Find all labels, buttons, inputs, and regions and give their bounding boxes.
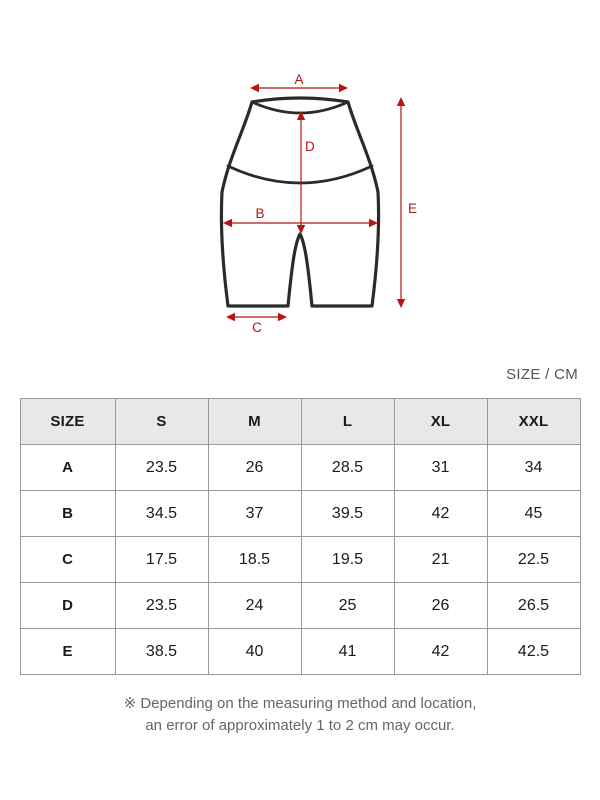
row-label-c: C	[20, 537, 115, 583]
column-header-s: S	[115, 399, 208, 445]
measure-label-d: D	[305, 139, 315, 154]
cell-b-l: 39.5	[301, 491, 394, 537]
cell-a-m: 26	[208, 445, 301, 491]
row-label-e: E	[20, 629, 115, 675]
cell-e-xl: 42	[394, 629, 487, 675]
cell-a-xl: 31	[394, 445, 487, 491]
cell-b-m: 37	[208, 491, 301, 537]
cell-c-l: 19.5	[301, 537, 394, 583]
cell-c-xl: 21	[394, 537, 487, 583]
measure-label-b: B	[255, 206, 265, 221]
table-row-d	[20, 583, 580, 629]
row-label-b: B	[20, 491, 115, 537]
cell-d-s: 23.5	[115, 583, 208, 629]
cell-b-xxl: 45	[487, 491, 580, 537]
cell-c-s: 17.5	[115, 537, 208, 583]
cell-b-s: 34.5	[115, 491, 208, 537]
header-row	[20, 399, 580, 445]
size-unit-label: SIZE / CM	[506, 366, 578, 383]
row-label-d: D	[20, 583, 115, 629]
measure-label-c: C	[252, 320, 262, 335]
column-header-l: L	[301, 399, 394, 445]
cell-d-xl: 26	[394, 583, 487, 629]
cell-d-xxl: 26.5	[487, 583, 580, 629]
cell-c-m: 18.5	[208, 537, 301, 583]
cell-d-m: 24	[208, 583, 301, 629]
row-label-a: A	[20, 445, 115, 491]
cell-b-xl: 42	[394, 491, 487, 537]
cell-a-s: 23.5	[115, 445, 208, 491]
measure-label-a: A	[294, 72, 304, 87]
disclaimer-line-1: ※ Depending on the measuring method and location,	[123, 695, 477, 712]
table-row-b	[20, 491, 580, 537]
cell-e-s: 38.5	[115, 629, 208, 675]
cell-e-m: 40	[208, 629, 301, 675]
table-row-a	[20, 445, 580, 491]
size-chart-table	[20, 398, 581, 675]
cell-e-xxl: 42.5	[487, 629, 580, 675]
column-header-xl: XL	[394, 399, 487, 445]
column-header-size: SIZE	[20, 399, 115, 445]
measure-label-e: E	[408, 201, 418, 216]
shorts-outline	[221, 98, 378, 306]
cell-a-xxl: 34	[487, 445, 580, 491]
table-row-c	[20, 537, 580, 583]
measure-arrow-e	[397, 97, 405, 308]
column-header-m: M	[208, 399, 301, 445]
column-header-xxl: XXL	[487, 399, 580, 445]
cell-e-l: 41	[301, 629, 394, 675]
cell-c-xxl: 22.5	[487, 537, 580, 583]
measurement-disclaimer	[0, 693, 600, 737]
cell-a-l: 28.5	[301, 445, 394, 491]
disclaimer-line-2: an error of approximately 1 to 2 cm may occur.	[145, 717, 455, 734]
shorts-measurement-diagram	[0, 0, 600, 358]
table-row-e	[20, 629, 580, 675]
cell-d-l: 25	[301, 583, 394, 629]
